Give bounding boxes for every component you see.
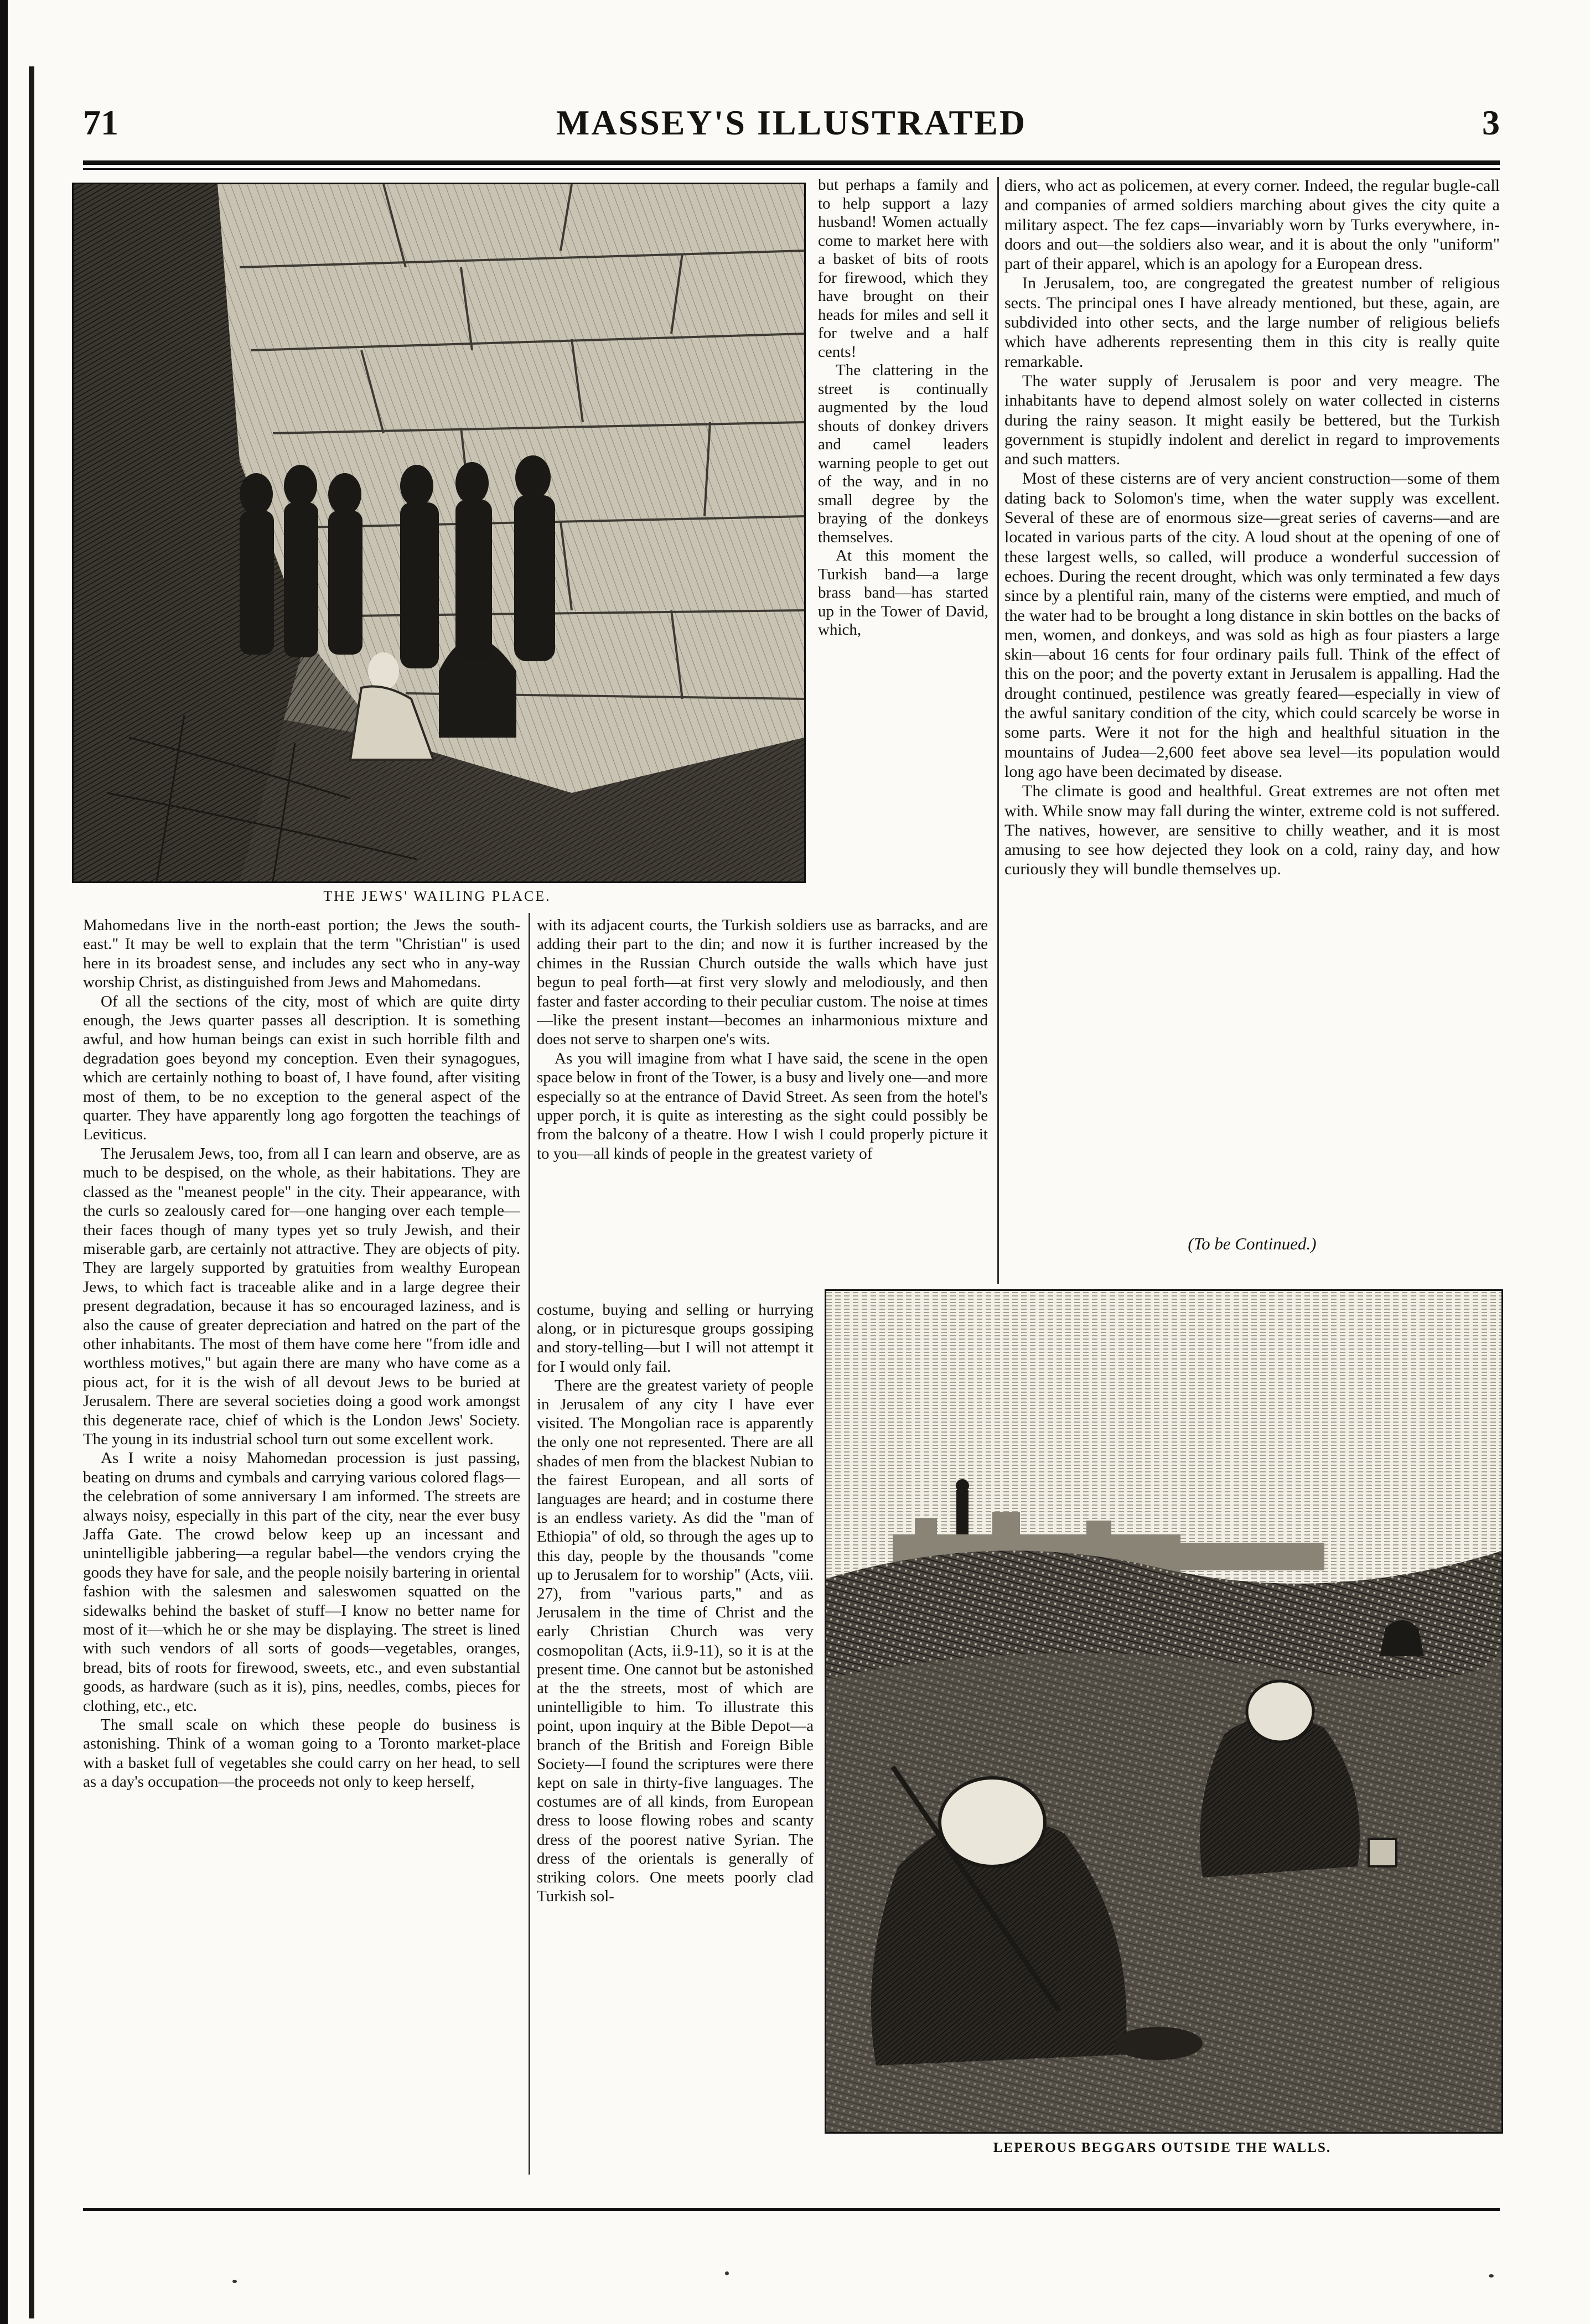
paragraph: As you will imagine from what I have said, the scene in the open space below in front of the Tower, is a busy and lively one—and more especially so at the entrance of David Street. As seen from the hotel's upper porch, it is quite as interesting as the sight could possibly be from the balcony of a theatre. How I wish I could properly picture it to you—all kinds of people in the greatest variety of [537,1049,988,1163]
paragraph: There are the greatest variety of people in Jerusalem of any city I have ever visited. The Mongolian race is apparently the only one not represented. There are all shades of men from the blackest Nubian to the fairest European, and all sorts of languages are heard; and in costume there is an endless variety. As did the "man of Ethiopia" of old, so through the ages up to this day, people by the thousands "come up to Jerusalem for to worship" (Acts, viii. 27), from "various parts," and as Jerusalem in the time of Christ and the early Christian Church was very cosmopolitan (Acts, ii.9-11), so it is at the present time. One cannot but be astonished at the the streets, most of which are unintelligible to him. To illustrate this point, upon inquiry at the Bible Depot—a branch of the British and Foreign Bible Society—I found the scriptures were there kept on sale in thirty-five languages. The costumes are of all kinds, from European dress to loose flowing robes and scanty dress of the poorest native Syrian. The dress of the orientals is generally of striking colors. One meets poorly clad Turkish sol- [537,1376,814,1906]
leperous-beggars-caption: LEPEROUS BEGGARS OUTSIDE THE WALLS. [993,2140,1332,2155]
column-2-lower [537,1300,814,2177]
scan-speck [725,2271,729,2275]
running-header [83,97,1500,158]
paragraph: Mahomedans live in the north-east portion; the Jews the south-east." It may be well to explain that the term "Christian" is used here in its broadest sense, and includes any sect who in any-way worship Christ, as distinguished from Jews and Mahomedans. [83,916,520,992]
column-rule-2 [997,177,999,1284]
paragraph: but perhaps a family and to help support a lazy husband! Women actually come to market here with a basket of bits of roots for firewood, which they have brought on their heads for miles and sell it for twelve and a half cents! [818,176,988,361]
column-1 [83,916,520,2175]
paragraph: Of all the sections of the city, most of which are quite dirty enough, the Jews quarter passes all description. It is something awful, and how human beings can exist in such horrible filth and degradation goes beyond my conception. Even their synagogues, which are certainly nothing to boast of, I have found, after visiting most of them, to be no exception to the general aspect of the quarter. They have apparently long ago forgotten the teachings of Leviticus. [83,992,520,1144]
column-rule-1 [529,913,530,2175]
to-be-continued: (To be Continued.) [1188,1234,1317,1253]
paragraph: In Jerusalem, too, are congregated the greatest number of religious sects. The principal ones I have already mentioned, but these, again, are subdivided into other sects, and the large number of religious beliefs which have adherents representing them in this city is really quite remarkable. [1004,274,1500,371]
wailing-place-engraving [72,183,806,883]
paragraph: costume, buying and selling or hurrying along, or in picturesque groups gossiping and story-telling—but I will not attempt it for I would only fail. [537,1301,814,1376]
scan-speck [232,2280,237,2283]
paragraph: As I write a noisy Mahomedan procession is just passing, beating on drums and cymbals and carrying various colored flags—the celebration of some anniversary I am informed. The streets are always noisy, especially in this part of the city, near the ever busy Jaffa Gate. The crowd below keep up an incessant and unintelligible jabbering—a regular babel—the vendors crying the goods they have for sale, and the people noisily bartering in oriental fashion with the salesmen and saleswomen squatted on the sidewalks behind the basket of stuff—I know no better name for most of it—which he or she may be displaying. The street is lined with such vendors of all sorts of goods—vegetables, oranges, bread, bits of roots for firewood, sweets, etc., and even substantial goods, as hardware (such as it is), pins, needles, combs, pieces for clothing, etc., etc. [83,1449,520,1715]
paragraph: Most of these cisterns are of very ancient construction—some of them dating back to Solomon's time, when the water supply was excellent. Several of these are of enormous size—great series of caverns—and are located in various parts of the city. A loud shout at the opening of one of these largest wells, so called, will produce a wonderful succession of echoes. During the recent drought, which was only terminated a few days since by a plentiful rain, many of the cisterns were emptied, and much of the water had to be brought a long distance in skin bottles on the backs of men, women, and donkeys, and was sold as high as four piasters a large skin—about 16 cents for four ordinary pails full. Think of the effect of this on the poor; and the poverty extant in Jerusalem is appalling. Had the drought continued, pestilence was greatly feared—especially in view of the awful sanitary condition of the city, which could scarcely be worse in some parts. Were it not for the high and healthful situation in the mountains of Judea—2,600 feet above sea level—its population would long ago have been decimated by disease. [1004,469,1500,781]
text-beside-top-figure [818,176,988,915]
magazine-title: MASSEY'S ILLUSTRATED [556,103,1027,142]
header-rule-thin [83,168,1500,170]
paragraph: with its adjacent courts, the Turkish soldiers use as barracks, and are adding their part to the din; and now it is further increased by the chimes in the Russian Church outside the walls which have just begun to peal forth—at first very slowly and melodiously, and then faster and faster according to their peculiar custom. The noise at times—like the present instant—becomes an inharmonious mixture and does not serve to sharpen one's wits. [537,916,988,1049]
paragraph: The Jerusalem Jews, too, from all I can learn and observe, are as much to be despised, on the whole, as their habitations. They are classed as the "meanest people" in the city. Their appearance, with the curls so zealously cared for—one hanging over each temple—their faces though of many types yet so truly Jewish, and their miserable garb, are certainly not attractive. They are objects of pity. They are largely supported by gratuities from wealthy European Jews, to which fact is traceable alike and in a large degree their present degradation, because it has so encouraged laziness, and is also the cause of greater depreciation and hatred on the part of the other inhabitants. The most of them have come here "from idle and worthless motives," but again there are many who have come as a pious act, for it is the wish of all devout Jews to be buried at Jerusalem. There are several societies doing a good work amongst this degenerate race, chief of which is the London Jews' Society. The young in its industrial school turn out some excellent work. [83,1144,520,1448]
paragraph: The clattering in the street is continually augmented by the loud shouts of donkey drivers and camel leaders warning people to get out of the way, and in no small degree by the braying of the donkeys themselves. [818,361,988,546]
paragraph: diers, who act as policemen, at every corner. Indeed, the regular bugle-call and companies of armed soldiers marching about gives the city quite a military aspect. The fez caps—invariably worn by Turks everywhere, in-doors and out—the soldiers also wear, and it is about the only "uniform" part of their apparel, which is an apology for a European dress. [1004,177,1500,273]
page-binding-shadow [29,66,34,2318]
paragraph: The water supply of Jerusalem is poor and very meagre. The inhabitants have to depend almost solely on water collected in cisterns during the rainy season. It might easily be bettered, but the Turkish government is stupidly indolent and derelict in regard to improvements and such matters. [1004,371,1500,469]
page-binding-edge [0,0,8,2324]
leperous-beggars-illustration [826,1291,1501,2132]
paragraph: The small scale on which these people do business is astonishing. Think of a woman going to a Toronto market-place with a basket full of vegetables she could carry on her head, to sell as a day's occupation—the proceeds not only to keep herself, [83,1716,520,1791]
page-number-right: 3 [1482,103,1500,142]
leperous-beggars-engraving [825,1289,1503,2134]
column-2-upper [537,916,988,1300]
header-rule-thick [83,160,1500,165]
paragraph: The climate is good and healthful. Great extremes are not often met with. While snow may fall during the winter, extreme cold is not suffered. The natives, however, are sensitive to chilly weather, and it is most amusing to see how dejected they look on a cold, rainy day, and how curiously they will bundle themselves up. [1004,782,1500,879]
wailing-place-caption: THE JEWS' WAILING PLACE. [323,888,551,904]
paragraph: At this moment the Turkish band—a large brass band—has started up in the Tower of David, which, [818,547,988,639]
footer-rule [83,2208,1500,2211]
page-number-left: 71 [83,103,118,142]
column-3 [1004,176,1500,1222]
scan-speck [1489,2274,1494,2278]
wailing-place-illustration [74,184,804,881]
